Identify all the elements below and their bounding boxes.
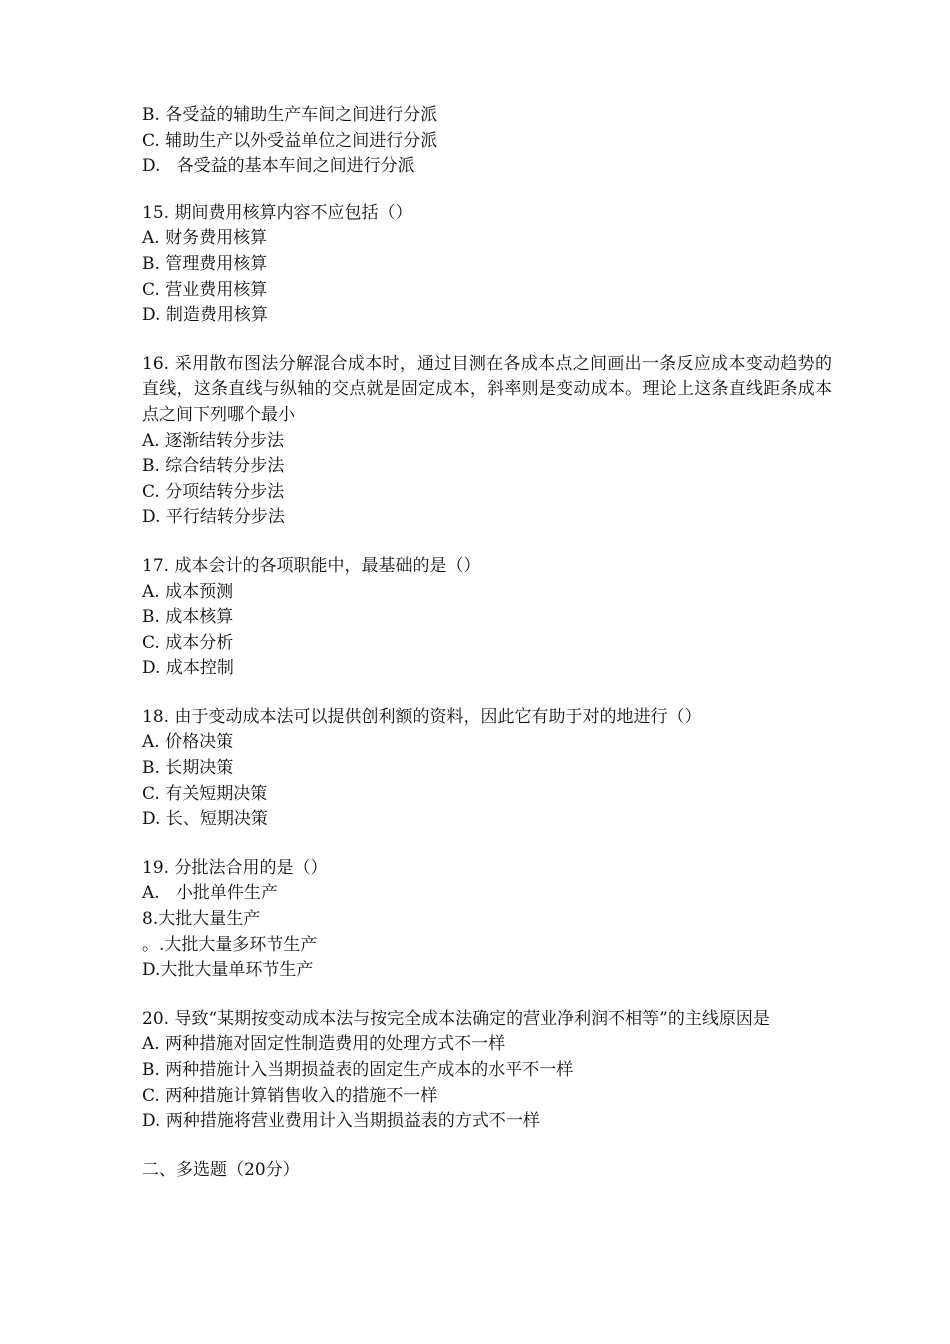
option-line: C. 成本分析 bbox=[142, 632, 234, 653]
option-line: C. 辅助生产以外受益单位之间进行分派 bbox=[142, 130, 438, 151]
option-line: B. 成本核算 bbox=[142, 607, 234, 628]
option-line: A. 两种措施对固定性制造费用的处理方式不一样 bbox=[142, 1034, 506, 1055]
section-heading: 二、多选题（20分） bbox=[142, 1159, 300, 1180]
option-line: D. 两种措施将营业费用计入当期损益表的方式不一样 bbox=[142, 1111, 540, 1132]
option-line: D. 平行结转分步法 bbox=[142, 507, 285, 528]
option-line: D. 制造费用核算 bbox=[142, 305, 268, 326]
question-stem: 17. 成本会计的各项职能中，最基础的是（） bbox=[142, 555, 481, 576]
option-line: A. 小批单件生产 bbox=[142, 883, 278, 904]
question-20 bbox=[142, 1007, 832, 1135]
continued-options bbox=[142, 103, 832, 180]
option-line: 。.大批大量多环节生产 bbox=[142, 934, 318, 955]
option-line: A. 财务费用核算 bbox=[142, 228, 268, 249]
question-16 bbox=[142, 352, 832, 531]
question-19 bbox=[142, 856, 832, 984]
option-line: B. 两种措施计入当期损益表的固定生产成本的水平不一样 bbox=[142, 1060, 574, 1080]
option-line: B. 长期决策 bbox=[142, 758, 234, 779]
question-18 bbox=[142, 705, 832, 833]
question-17 bbox=[142, 554, 832, 682]
question-stem: 18. 由于变动成本法可以提供创利额的资料，因此它有助于对的地进行（） bbox=[142, 706, 702, 727]
question-15 bbox=[142, 201, 832, 329]
option-line: A. 成本预测 bbox=[142, 581, 234, 602]
option-line: B. 各受益的辅助生产车间之间进行分派 bbox=[142, 105, 438, 125]
question-stem: 15. 期间费用核算内容不应包括（） bbox=[142, 202, 413, 223]
question-stem: 20. 导致“某期按变动成本法与按完全成本法确定的营业净利润不相等”的主线原因是 bbox=[142, 1008, 770, 1029]
option-line: B. 管理费用核算 bbox=[142, 253, 268, 274]
question-stem: 16. 采用散布图法分解混合成本时，通过目测在各成本点之间画出一条反应成本变动趋势的直线，这条直线与纵轴的交点就是固定成本，斜率则是变动成本。理论上这条直线距条成本点之间下列哪个最小 bbox=[142, 353, 832, 425]
document-page bbox=[142, 103, 832, 1183]
option-line: D. 成本控制 bbox=[142, 658, 234, 679]
option-line: A. 逐渐结转分步法 bbox=[142, 430, 285, 451]
option-line: C. 分项结转分步法 bbox=[142, 481, 285, 502]
option-line: D. 长、短期决策 bbox=[142, 809, 268, 830]
option-line: 8.大批大量生产 bbox=[142, 909, 261, 930]
option-line: C. 两种措施计算销售收入的措施不一样 bbox=[142, 1085, 438, 1106]
option-line: D. 各受益的基本车间之间进行分派 bbox=[142, 156, 415, 177]
option-line: D.大批大量单环节生产 bbox=[142, 960, 314, 981]
question-stem: 19. 分批法合用的是（） bbox=[142, 857, 328, 878]
option-line: C. 有关短期决策 bbox=[142, 783, 268, 804]
option-line: B. 综合结转分步法 bbox=[142, 456, 285, 477]
option-line: A. 价格决策 bbox=[142, 732, 234, 753]
option-line: C. 营业费用核算 bbox=[142, 279, 268, 300]
